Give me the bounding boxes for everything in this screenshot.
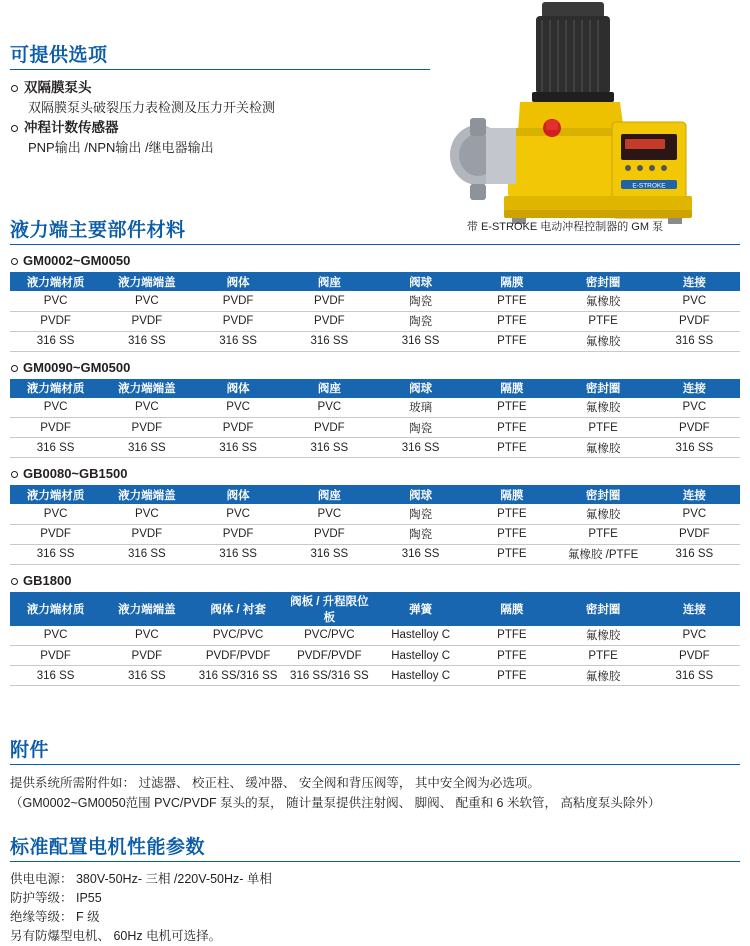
materials-title-rule [10, 244, 740, 245]
col-header: 弹簧 [375, 592, 466, 626]
model-label-2: GM0090~GM0500 [10, 360, 740, 375]
cell: PVDF [649, 311, 740, 331]
cell: PVDF [284, 311, 375, 331]
col-header: 连接 [649, 272, 740, 291]
cell: PTFE [466, 438, 557, 458]
cell: PVC [649, 398, 740, 418]
cell: PVC [649, 291, 740, 311]
options-section [10, 40, 430, 158]
cell: PVC [101, 398, 192, 418]
motor-line-1: 供电电源： 380V-50Hz- 三相 /220V-50Hz- 单相 [10, 872, 272, 886]
option-bullet-1: 双隔膜泵头 [10, 78, 430, 98]
cell: PVDF [193, 311, 284, 331]
cell: 316 SS [649, 666, 740, 686]
materials-table-2 [10, 379, 740, 459]
accessories-line-2: （GM0002~GM0050范围 PVC/PVDF 泵头的泵， 随计量泵提供注射阀、 脚阀、 配重和 6 米软管， 高粘度泵头除外） [10, 796, 661, 810]
col-header: 阀座 [284, 379, 375, 398]
cell: PTFE [466, 291, 557, 311]
cell: 316 SS [101, 438, 192, 458]
table-row [10, 666, 740, 686]
cell: PVDF [649, 524, 740, 544]
table-row [10, 311, 740, 331]
cell: PVC [193, 504, 284, 524]
table-row [10, 646, 740, 666]
cell: PVDF [284, 418, 375, 438]
materials-table-3 [10, 485, 740, 565]
cell: PVC [284, 504, 375, 524]
cell: 316 SS [284, 331, 375, 351]
cell: 316 SS [193, 438, 284, 458]
col-header: 阀体 / 衬套 [193, 592, 284, 626]
col-header: 阀球 [375, 485, 466, 504]
cell: PVC [10, 398, 101, 418]
cell: PVC [284, 398, 375, 418]
cell: 316 SS [10, 544, 101, 564]
materials-table-1 [10, 272, 740, 352]
option-sub-2: PNP输出 /NPN输出 /继电器输出 [28, 140, 214, 155]
cell: 316 SS [375, 438, 466, 458]
cell: 316 SS [193, 331, 284, 351]
pump-illustration [400, 0, 740, 240]
cell: Hastelloy C [375, 646, 466, 666]
col-header: 连接 [649, 379, 740, 398]
cell: PVDF [284, 291, 375, 311]
cell: PVC [10, 291, 101, 311]
col-header: 液力端材质 [10, 379, 101, 398]
materials-title: 液力端主要部件材料 [10, 220, 186, 241]
cell: Hastelloy C [375, 626, 466, 646]
cell: PVDF/PVDF [284, 646, 375, 666]
cell: PVDF [649, 418, 740, 438]
model-label-3: GB0080~GB1500 [10, 466, 740, 481]
cell: PTFE [466, 544, 557, 564]
cell: 陶瓷 [375, 291, 466, 311]
cell: PVDF [10, 646, 101, 666]
col-header: 连接 [649, 485, 740, 504]
cell: 玻璃 [375, 398, 466, 418]
cell: 316 SS [101, 544, 192, 564]
cell: 316 SS [10, 666, 101, 686]
motor-title-rule [10, 861, 740, 862]
cell: PVC [10, 626, 101, 646]
table-row [10, 331, 740, 351]
table-row [10, 524, 740, 544]
cell: PVDF [101, 418, 192, 438]
table-header-row [10, 272, 740, 291]
col-header: 液力端材质 [10, 485, 101, 504]
cell: PTFE [558, 646, 649, 666]
model-label-4: GB1800 [10, 573, 740, 588]
cell: 316 SS [284, 438, 375, 458]
col-header: 阀体 [193, 485, 284, 504]
cell: PVC [649, 504, 740, 524]
cell: PVC [101, 291, 192, 311]
col-header: 阀板 / 升程限位板 [284, 592, 375, 626]
col-header: 阀体 [193, 379, 284, 398]
materials-table-4 [10, 592, 740, 687]
model-label-1: GM0002~GM0050 [10, 253, 740, 268]
col-header: 隔膜 [466, 379, 557, 398]
col-header: 隔膜 [466, 272, 557, 291]
cell: PVDF [10, 311, 101, 331]
cell: PTFE [466, 311, 557, 331]
cell: PVDF [649, 646, 740, 666]
table-row [10, 418, 740, 438]
cell: 316 SS [193, 544, 284, 564]
cell: 陶瓷 [375, 524, 466, 544]
col-header: 液力端端盖 [101, 592, 192, 626]
cell: 陶瓷 [375, 418, 466, 438]
col-header: 阀体 [193, 272, 284, 291]
cell: PVC [193, 398, 284, 418]
cell: PVDF [101, 646, 192, 666]
cell: PVC [649, 626, 740, 646]
cell: 316 SS [284, 544, 375, 564]
cell: PTFE [558, 311, 649, 331]
col-header: 密封圈 [558, 592, 649, 626]
cell: 316 SS/316 SS [193, 666, 284, 686]
cell: PVDF/PVDF [193, 646, 284, 666]
motor-line-2: 防护等级： IP55 [10, 891, 102, 905]
cell: PTFE [466, 646, 557, 666]
cell: 氟橡胶 [558, 398, 649, 418]
table-row [10, 398, 740, 418]
cell: 氟橡胶 /PTFE [558, 544, 649, 564]
accessories-section [10, 735, 740, 813]
cell: PTFE [466, 398, 557, 418]
cell: PVC [10, 504, 101, 524]
option-bullet-2: 冲程计数传感器 [10, 118, 430, 138]
cell: PVDF [193, 524, 284, 544]
col-header: 阀座 [284, 272, 375, 291]
cell: 陶瓷 [375, 311, 466, 331]
cell: PTFE [466, 626, 557, 646]
cell: PVDF [10, 524, 101, 544]
cell: 316 SS [375, 544, 466, 564]
cell: 陶瓷 [375, 504, 466, 524]
col-header: 隔膜 [466, 485, 557, 504]
col-header: 阀球 [375, 272, 466, 291]
col-header: 液力端端盖 [101, 379, 192, 398]
col-header: 液力端材质 [10, 272, 101, 291]
motor-section [10, 832, 740, 946]
cell: 316 SS [10, 438, 101, 458]
cell: PTFE [558, 418, 649, 438]
cell: PTFE [466, 331, 557, 351]
cell: 氟橡胶 [558, 331, 649, 351]
cell: PTFE [466, 504, 557, 524]
col-header: 液力端材质 [10, 592, 101, 626]
table-row [10, 626, 740, 646]
cell: 氟橡胶 [558, 504, 649, 524]
accessories-title-rule [10, 764, 740, 765]
cell: PTFE [466, 524, 557, 544]
pump-svg [400, 0, 740, 240]
option-sub-1: 双隔膜泵头破裂压力表检测及压力开关检测 [28, 100, 276, 115]
options-title-rule [10, 69, 430, 70]
cell: PVC/PVC [193, 626, 284, 646]
cell: PTFE [466, 418, 557, 438]
cell: 316 SS [10, 331, 101, 351]
table-header-row [10, 592, 740, 626]
cell: PVDF [193, 291, 284, 311]
cell: 316 SS [375, 331, 466, 351]
cell: 316 SS [101, 666, 192, 686]
accessories-title: 附件 [10, 740, 50, 761]
cell: 316 SS [101, 331, 192, 351]
table-row [10, 291, 740, 311]
svg-text:E-STROKE: E-STROKE [632, 182, 666, 190]
cell: PTFE [558, 524, 649, 544]
col-header: 隔膜 [466, 592, 557, 626]
accessories-line-1: 提供系统所需附件如： 过滤器、 校正柱、 缓冲器、 安全阀和背压阀等， 其中安全阀为必选项。 [10, 776, 540, 790]
col-header: 密封圈 [558, 272, 649, 291]
table-header-row [10, 485, 740, 504]
cell: PVDF [10, 418, 101, 438]
cell: PVDF [284, 524, 375, 544]
cell: Hastelloy C [375, 666, 466, 686]
col-header: 阀座 [284, 485, 375, 504]
motor-line-3: 绝缘等级： F 级 [10, 910, 100, 924]
cell: 316 SS/316 SS [284, 666, 375, 686]
table-header-row [10, 379, 740, 398]
cell: 氟橡胶 [558, 291, 649, 311]
cell: PVC [101, 626, 192, 646]
col-header: 阀球 [375, 379, 466, 398]
cell: 氟橡胶 [558, 666, 649, 686]
table-row [10, 438, 740, 458]
options-title: 可提供选项 [10, 45, 108, 66]
col-header: 连接 [649, 592, 740, 626]
cell: PVDF [101, 311, 192, 331]
cell: PVC/PVC [284, 626, 375, 646]
cell: PVDF [101, 524, 192, 544]
table-row [10, 504, 740, 524]
cell: 氟橡胶 [558, 438, 649, 458]
col-header: 液力端端盖 [101, 272, 192, 291]
col-header: 密封圈 [558, 485, 649, 504]
pump-caption: 带 E-STROKE 电动冲程控制器的 GM 泵 [466, 221, 664, 233]
cell: PVDF [193, 418, 284, 438]
motor-line-4: 另有防爆型电机、 60Hz 电机可选择。 [10, 929, 222, 943]
cell: 316 SS [649, 331, 740, 351]
col-header: 密封圈 [558, 379, 649, 398]
col-header: 液力端端盖 [101, 485, 192, 504]
materials-section [10, 215, 740, 686]
cell: PVC [101, 504, 192, 524]
motor-title: 标准配置电机性能参数 [10, 837, 206, 858]
cell: 氟橡胶 [558, 626, 649, 646]
cell: 316 SS [649, 544, 740, 564]
table-row [10, 544, 740, 564]
cell: 316 SS [649, 438, 740, 458]
cell: PTFE [466, 666, 557, 686]
